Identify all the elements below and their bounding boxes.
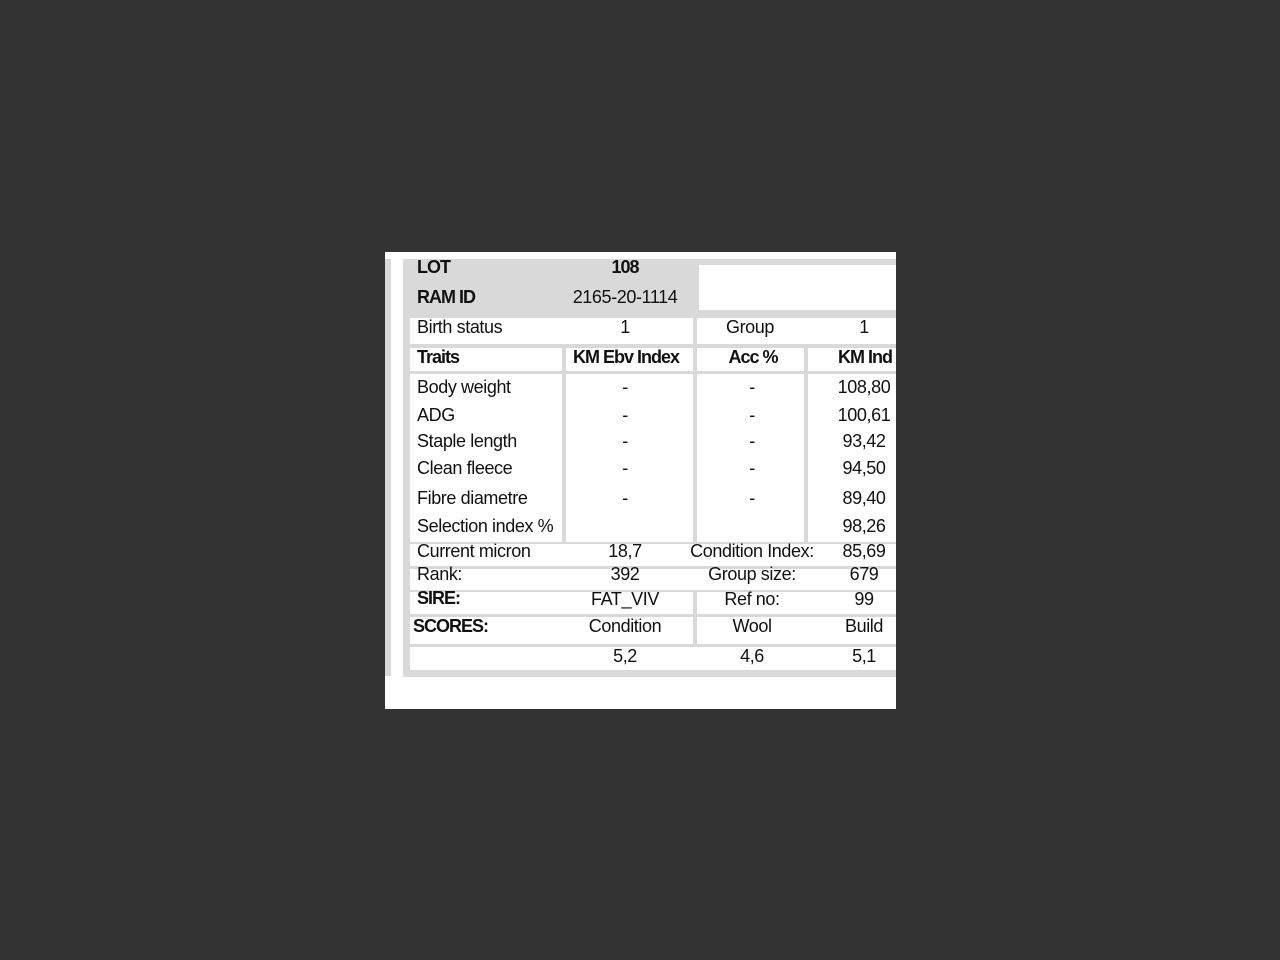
traits-column-header: Traits <box>417 347 460 367</box>
score-header-wool: Wool <box>732 616 772 636</box>
score-header-build: Build <box>844 616 884 636</box>
trait-acc: - <box>749 458 755 478</box>
trait-name: Staple length <box>417 431 517 451</box>
ind-column-header: KM Ind <box>838 347 892 367</box>
group-size-label: Group size: <box>708 564 796 584</box>
ref-no-label: Ref no: <box>724 589 780 609</box>
trait-ebv: - <box>622 458 628 478</box>
ebv-column-header: KM Ebv Index <box>572 347 680 367</box>
ram-id-label: RAM ID <box>417 287 475 307</box>
sire-value: FAT_VIV <box>591 589 659 609</box>
score-value-build: 5,1 <box>852 646 876 666</box>
lot-value: 108 <box>611 257 639 277</box>
ram-id-value: 2165-20-1114 <box>572 287 678 307</box>
birth-status-value: 1 <box>620 317 630 337</box>
trait-ind: 98,26 <box>842 516 886 536</box>
trait-ind: 100,61 <box>837 405 891 425</box>
trait-name: Fibre diametre <box>417 488 528 508</box>
group-size-value: 679 <box>849 564 879 584</box>
rank-label: Rank: <box>417 564 463 584</box>
trait-ind: 108,80 <box>837 377 891 397</box>
rank-row <box>410 569 896 590</box>
lot-label: LOT <box>417 257 450 277</box>
score-value-wool: 4,6 <box>740 646 764 666</box>
condition-index-label: Condition Index: <box>690 541 814 561</box>
trait-acc: - <box>749 377 755 397</box>
current-micron-value: 18,7 <box>608 541 642 561</box>
score-header-condition: Condition <box>588 616 662 636</box>
trait-acc: - <box>749 431 755 451</box>
header-blank-cell <box>699 265 896 310</box>
acc-column-header: Acc % <box>728 347 778 367</box>
condition-index-value: 85,69 <box>842 541 886 561</box>
group-label: Group <box>725 317 775 337</box>
ref-no-value: 99 <box>854 589 874 609</box>
sire-label: SIRE: <box>417 588 461 608</box>
trait-ind: 93,42 <box>842 431 886 451</box>
trait-ind: 94,50 <box>842 458 886 478</box>
trait-ebv-cell <box>566 374 693 542</box>
scores-values-row <box>410 647 896 670</box>
left-border-strip <box>385 259 391 676</box>
trait-ind: 89,40 <box>842 488 886 508</box>
trait-ebv: - <box>622 488 628 508</box>
scores-label: SCORES: <box>413 616 489 636</box>
trait-name: Body weight <box>417 377 511 397</box>
trait-ebv: - <box>622 431 628 451</box>
document-page <box>385 252 896 709</box>
trait-ebv: - <box>622 405 628 425</box>
trait-ebv: - <box>622 377 628 397</box>
birth-status-label: Birth status <box>417 317 503 337</box>
rank-value: 392 <box>610 564 640 584</box>
trait-name: ADG <box>417 405 455 425</box>
trait-name: Clean fleece <box>417 458 513 478</box>
trait-acc: - <box>749 488 755 508</box>
current-micron-label: Current micron <box>417 541 531 561</box>
score-value-condition: 5,2 <box>613 646 637 666</box>
trait-acc: - <box>749 405 755 425</box>
trait-name: Selection index % <box>417 516 554 536</box>
group-value: 1 <box>859 317 869 337</box>
